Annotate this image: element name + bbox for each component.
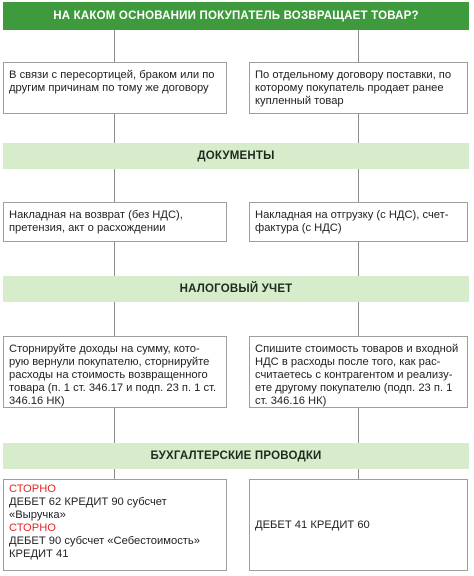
entries-box-right — [249, 479, 468, 571]
connector-line — [358, 242, 359, 276]
connector-line — [358, 408, 359, 443]
entries-box-left — [3, 479, 227, 571]
diagram-title: НА КАКОМ ОСНОВАНИИ ПОКУПАТЕЛЬ ВОЗВРАЩАЕТ ТОВАР? — [3, 2, 469, 30]
connector-line — [114, 408, 115, 443]
documents-box-right — [249, 202, 468, 242]
reason-text-same-contract: В связи с пересортицей, браком или по другим причинам по тому же договору — [9, 69, 215, 94]
tax-text-left: Сторнируйте доходы на сумму, кото- рую вернули покупателю, сторнируйте расходы на стоимость возвращенного товара (п. 1 ст. 346.17 и подп. 23 п. 1 ст. 346.16 НК) — [9, 343, 217, 407]
tax-box-left — [3, 336, 227, 408]
connector-line — [114, 30, 115, 62]
entry-line: ДЕБЕТ 90 субсчет «Себестоимость» — [9, 535, 200, 547]
documents-box-left — [3, 202, 227, 242]
storno-label: СТОРНО — [9, 522, 56, 534]
connector-line — [114, 114, 115, 143]
documents-text-left: Накладная на возврат (без НДС), претензия, акт о расхождении — [9, 209, 183, 234]
connector-line — [358, 469, 359, 479]
reason-box-separate-contract — [249, 62, 468, 114]
tax-box-right — [249, 336, 468, 408]
entry-line-right: ДЕБЕТ 41 КРЕДИТ 60 — [255, 518, 370, 531]
connector-line — [114, 469, 115, 479]
documents-text-right: Накладная на отгрузку (с НДС), счет-фактура (с НДС) — [255, 209, 449, 234]
connector-line — [358, 302, 359, 336]
entry-line: ДЕБЕТ 62 КРЕДИТ 90 субсчет «Выручка» — [9, 496, 167, 521]
connector-line — [114, 302, 115, 336]
reason-text-separate-contract: По отдельному договору поставки, по которому покупатель продает ранее купленный товар — [255, 69, 452, 107]
section-tax-accounting: НАЛОГОВЫЙ УЧЕТ — [3, 276, 469, 302]
section-documents: ДОКУМЕНТЫ — [3, 143, 469, 169]
connector-line — [358, 169, 359, 202]
connector-line — [358, 114, 359, 143]
connector-line — [114, 169, 115, 202]
tax-text-right: Спишите стоимость товаров и входной НДС в расходы после того, как рас- считаетесь с контрагентом и реализу- ете другому покупателю (подп. 23 п. 1 ст. 346.16 НК) — [255, 343, 459, 407]
section-accounting-entries: БУХГАЛТЕРСКИЕ ПРОВОДКИ — [3, 443, 469, 469]
reason-box-same-contract — [3, 62, 227, 114]
storno-label: СТОРНО — [9, 483, 56, 495]
connector-line — [358, 30, 359, 62]
connector-line — [114, 242, 115, 276]
entry-line: КРЕДИТ 41 — [9, 548, 69, 560]
